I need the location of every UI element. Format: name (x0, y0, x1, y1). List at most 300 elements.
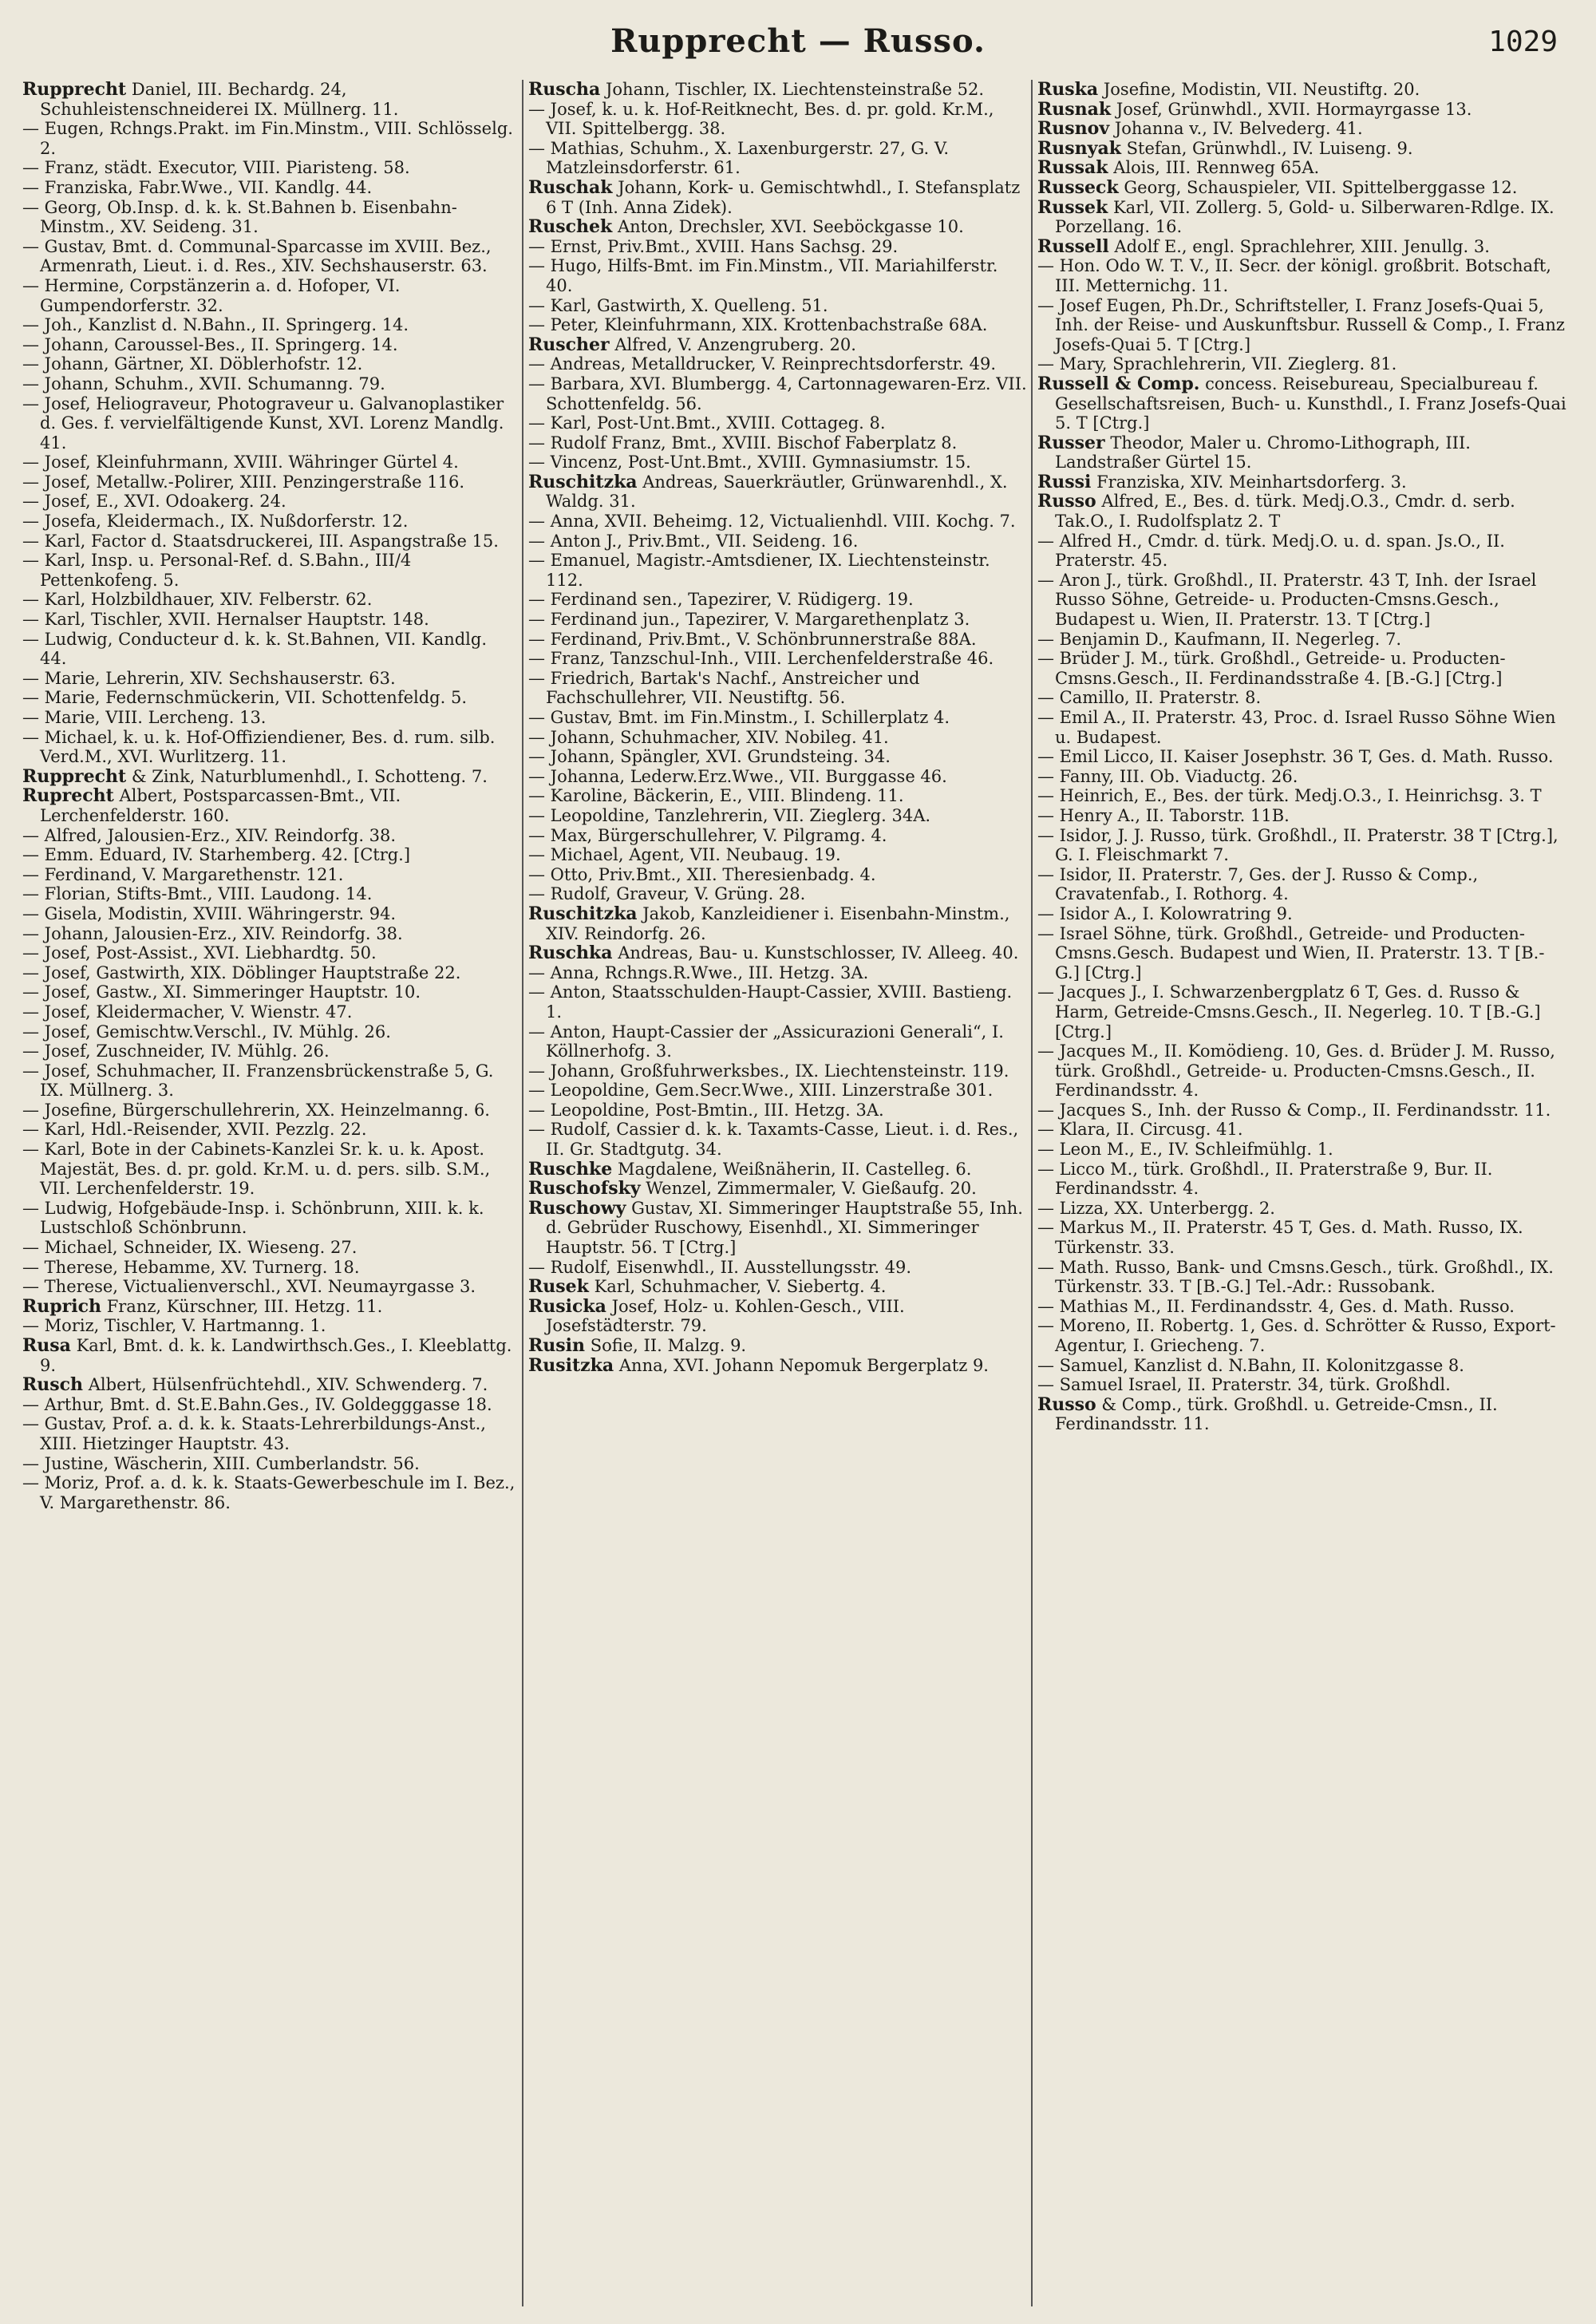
directory-entry (22, 1120, 519, 1140)
directory-entry (22, 943, 519, 963)
entry-text: Johann, Tischler, IX. Liechtensteinstraße 52. (606, 80, 985, 99)
entry-text: Theodor, Maler u. Chromo-Lithograph, III. Landstraßer Gürtel 15. (1055, 433, 1471, 472)
directory-entry (1037, 904, 1568, 924)
entry-text: — Gustav, Bmt. im Fin.Minstm., I. Schillerplatz 4. (528, 708, 950, 727)
entry-text: — Max, Bürgerschullehrer, V. Pilgramg. 4. (528, 825, 887, 845)
directory-entry (528, 1356, 1028, 1376)
entry-text: — Johann, Gärtner, XI. Döblerhofstr. 12. (22, 354, 363, 374)
entry-text: — Alfred, Jalousien-Erz., XIV. Reindorfg. 38. (22, 825, 397, 845)
entry-text: — Rudolf, Graveur, V. Grüng. 28. (528, 884, 806, 904)
entry-text: — Peter, Kleinfuhrmann, XIX. Krottenbachstraße 68A. (528, 315, 988, 335)
entry-text: — Arthur, Bmt. d. St.E.Bahn.Ges., IV. Goldegggasse 18. (22, 1394, 492, 1414)
entry-text: — Fanny, III. Ob. Viaductg. 26. (1037, 766, 1298, 786)
entry-text: — Barbara, XVI. Blumbergg. 4, Cartonnagewaren-Erz. VII. Schottenfeldg. 56. (528, 374, 1027, 413)
entry-text: — Karoline, Bäckerin, E., VIII. Blindeng. 11. (528, 786, 904, 806)
entry-surname: Rupprecht (22, 765, 127, 787)
entry-text: — Josef, k. u. k. Hof-Reitknecht, Bes. d. pr. gold. Kr.M., VII. Spittelbergg. 38. (528, 99, 994, 139)
entry-text: — Ferdinand jun., Tapezirer, V. Margarethenplatz 3. (528, 610, 970, 630)
directory-entry (22, 630, 519, 669)
directory-entry (1037, 472, 1568, 492)
directory-entry (528, 1258, 1028, 1278)
directory-entry (22, 884, 519, 904)
entry-text: — Isidor, J. J. Russo, türk. Großhdl., II. Praterstr. 38 T [Ctrg.], G. I. Fleischmarkt 7. (1037, 825, 1558, 865)
directory-entry (528, 610, 1028, 630)
entry-surname: Rusicka (528, 1295, 606, 1317)
directory-entry (1037, 237, 1568, 257)
entry-text: — Josef, Gastw., XI. Simmeringer Hauptstr. 10. (22, 982, 421, 1002)
directory-entry (22, 590, 519, 610)
directory-entry (1037, 747, 1568, 767)
entry-text: — Franz, Tanzschul-Inh., VIII. Lerchenfelderstraße 46. (528, 649, 994, 669)
directory-entry (1037, 354, 1568, 374)
directory-entry (528, 845, 1028, 865)
entry-text: — Heinrich, E., Bes. der türk. Medj.O.3., I. Heinrichsg. 3. T (1037, 786, 1542, 806)
entry-surname: Ruprich (22, 1295, 101, 1317)
entry-text: — Eugen, Rchngs.Prakt. im Fin.Minstm., VIII. Schlösselg. 2. (22, 119, 513, 158)
directory-entry (528, 354, 1028, 374)
directory-entry (1037, 158, 1568, 178)
entry-surname: Russo (1037, 491, 1096, 512)
entry-text: — Karl, Bote in der Cabinets-Kanzlei Sr. k. u. k. Apost. Majestät, Bes. d. pr. gold. Kr.M. u. d. pers. silb. S.M., VII. Lerchenfelderstr. 19. (22, 1140, 491, 1199)
directory-entry (22, 1002, 519, 1022)
entry-surname: Ruschek (528, 216, 613, 238)
entry-text: — Georg, Ob.Insp. d. k. k. St.Bahnen b. Eisenbahn-Minstm., XV. Seideng. 31. (22, 197, 457, 237)
directory-entry (528, 453, 1028, 472)
entry-text: Josef, Grünwhdl., XVII. Hormayrgasse 13. (1116, 99, 1472, 119)
entry-text: Stefan, Grünwhdl., IV. Luiseng. 9. (1126, 138, 1413, 158)
entry-text: Anton, Drechsler, XVI. Seeböckgasse 10. (617, 217, 964, 237)
entry-text: — Anton J., Priv.Bmt., VII. Seideng. 16. (528, 531, 859, 551)
directory-entry (1037, 1258, 1568, 1297)
directory-entry (1037, 198, 1568, 237)
directory-entry (528, 413, 1028, 433)
entry-text: — Leopoldine, Tanzlehrerin, VII. Zieglerg. 34A. (528, 805, 931, 825)
entry-text: — Ludwig, Hofgebäude-Insp. i. Schönbrunn, XIII. k. k. Lustschloß Schönbrunn. (22, 1198, 484, 1238)
entry-surname: Rusa (22, 1335, 71, 1356)
directory-entry (1037, 1101, 1568, 1120)
directory-entry (1037, 1160, 1568, 1199)
entry-text: — Johann, Schuhmacher, XIV. Nobileg. 41. (528, 727, 889, 747)
directory-entry (22, 335, 519, 355)
entry-text: — Josef, Kleinfuhrmann, XVIII. Währinger Gürtel 4. (22, 453, 459, 472)
entry-text: — Joh., Kanzlist d. N.Bahn., II. Springerg. 14. (22, 315, 409, 335)
entry-text: — Friedrich, Bartak's Nachf., Anstreicher und Fachschullehrer, VII. Neustiftg. 56. (528, 668, 920, 708)
directory-entry (22, 315, 519, 335)
entry-text: — Anton, Haupt-Cassier der „Assicurazioni Generali“, I. Köllnerhofg. 3. (528, 1022, 1004, 1061)
directory-entry (528, 1297, 1028, 1336)
directory-entry (22, 767, 519, 787)
entry-surname: Russell & Comp. (1037, 373, 1200, 394)
directory-entry (1037, 296, 1568, 355)
directory-entry (22, 512, 519, 532)
directory-entry (1037, 532, 1568, 571)
entry-text: — Karl, Post-Unt.Bmt., XVIII. Cottageg. 8. (528, 413, 886, 433)
directory-entry (22, 237, 519, 276)
entry-text: & Comp., türk. Großhdl. u. Getreide-Cmsn., II. Ferdinandsstr. 11. (1055, 1394, 1498, 1434)
directory-entry (1037, 1297, 1568, 1317)
directory-entry (1037, 139, 1568, 159)
entry-text: — Franz, städt. Executor, VIII. Piaristeng. 58. (22, 158, 410, 178)
entry-text: — Josef, Gemischtw.Verschl., IV. Mühlg. 26. (22, 1022, 391, 1041)
entry-text: — Josef Eugen, Ph.Dr., Schriftsteller, I. Franz Josefs-Quai 5, Inh. der Reise- und Auskunftsbur. Russell & Comp., I. Franz Josefs-Quai 5. T [Ctrg.] (1037, 295, 1565, 354)
entry-text: Andreas, Bau- u. Kunstschlosser, IV. Alleeg. 40. (618, 943, 1019, 963)
directory-entry (22, 354, 519, 374)
entry-surname: Rusnov (1037, 118, 1110, 140)
directory-entry (528, 374, 1028, 413)
directory-entry (22, 786, 519, 825)
directory-entry (22, 492, 519, 512)
directory-entry (528, 963, 1028, 983)
entry-text: — Rudolf, Cassier d. k. k. Taxamts-Casse, Lieut. i. d. Res., II. Gr. Stadtgutg. 34. (528, 1120, 1019, 1160)
entry-text: — Therese, Victualienverschl., XVI. Neumayrgasse 3. (22, 1277, 476, 1297)
directory-entry (22, 1022, 519, 1042)
entry-text: — Leopoldine, Post-Bmtin., III. Hetzg. 3A. (528, 1100, 884, 1120)
entry-text: — Hugo, Hilfs-Bmt. im Fin.Minstm., VII. Mariahilferstr. 40. (528, 256, 998, 295)
directory-entry (22, 158, 519, 178)
directory-entry (528, 1336, 1028, 1356)
entry-surname: Rusek (528, 1276, 589, 1298)
entry-text: — Otto, Priv.Bmt., XII. Theresienbadg. 4. (528, 864, 876, 884)
column-divider (1031, 80, 1033, 2306)
page-number: 1029 (1488, 26, 1558, 58)
entry-text: — Karl, Tischler, XVII. Hernalser Hauptstr. 148. (22, 610, 429, 630)
entry-text: — Therese, Hebamme, XV. Turnerg. 18. (22, 1257, 360, 1277)
directory-entry (528, 237, 1028, 257)
entry-text: — Marie, Federnschmückerin, VII. Schottenfeldg. 5. (22, 688, 468, 708)
entry-text: Karl, Schuhmacher, V. Siebertg. 4. (594, 1277, 887, 1297)
directory-entry (1037, 708, 1568, 747)
entry-text: Sofie, II. Malzg. 9. (590, 1336, 747, 1355)
entry-text: — Anna, Rchngs.R.Wwe., III. Hetzg. 3A. (528, 962, 869, 982)
directory-entry (528, 139, 1028, 178)
entry-surname: Ruschitzka (528, 471, 638, 492)
entry-surname: Ruschka (528, 943, 613, 964)
entry-text: Daniel, III. Bechardg. 24, Schuhleistenschneiderei IX. Müllnerg. 11. (40, 80, 399, 119)
directory-entry (528, 217, 1028, 237)
entry-text: — Vincenz, Post-Unt.Bmt., XVIII. Gymnasiumstr. 15. (528, 453, 971, 472)
directory-entry (22, 1140, 519, 1199)
entry-surname: Russo (1037, 1393, 1096, 1415)
entry-text: concess. Reisebureau, Specialbureau f. Gesellschaftsreisen, Buch- u. Kunsthdl., I. Franz Josefs-Quai 5. T [Ctrg.] (1055, 374, 1566, 433)
entry-text: — Michael, k. u. k. Hof-Offiziendiener, Bes. d. rum. silb. Verd.M., XVI. Wurlitzerg. 11. (22, 727, 496, 767)
entry-text: — Gisela, Modistin, XVIII. Währingerstr. 94. (22, 903, 397, 923)
entry-text: — Josef, Zuschneider, IV. Mühlg. 26. (22, 1041, 330, 1061)
directory-entry (528, 1061, 1028, 1081)
entry-text: Franziska, XIV. Meinhartsdorferg. 3. (1096, 472, 1407, 492)
entry-text: Jakob, Kanzleidiener i. Eisenbahn-Minstm., XIV. Reindorfg. 26. (546, 903, 1010, 943)
entry-text: — Johann, Caroussel-Bes., II. Springerg. 14. (22, 334, 398, 354)
directory-entry (1037, 630, 1568, 650)
entry-surname: Ruschak (528, 176, 613, 198)
directory-entry (528, 708, 1028, 728)
directory-entry (22, 1041, 519, 1061)
entry-surname: Russek (1037, 196, 1108, 218)
entry-text: & Zink, Naturblumenhdl., I. Schotteng. 7. (131, 766, 488, 786)
entry-text: Adolf E., engl. Sprachlehrer, XIII. Jenullg. 3. (1114, 236, 1490, 256)
entry-text: — Josefine, Bürgerschullehrerin, XX. Heinzelmanng. 6. (22, 1100, 490, 1120)
entry-text: — Justine, Wäscherin, XIII. Cumberlandstr. 56. (22, 1453, 420, 1473)
directory-entry (528, 1277, 1028, 1297)
entry-text: — Mary, Sprachlehrerin, VII. Zieglerg. 81. (1037, 354, 1397, 374)
entry-text: — Josef, Metallw.-Polirer, XIII. Penzingerstraße 116. (22, 472, 464, 492)
entry-text: — Franziska, Fabr.Wwe., VII. Kandlg. 44. (22, 177, 373, 197)
directory-entry (22, 178, 519, 198)
directory-entry (528, 747, 1028, 767)
entry-text: — Henry A., II. Taborstr. 11B. (1037, 805, 1290, 825)
directory-entry (22, 1277, 519, 1297)
page-header (24, 22, 1572, 70)
entry-surname: Ruschke (528, 1158, 613, 1180)
entry-text: — Karl, Holzbildhauer, XIV. Felberstr. 62. (22, 590, 373, 610)
entry-text: — Rudolf Franz, Bmt., XVIII. Bischof Faberplatz 8. (528, 433, 958, 453)
entry-surname: Ruschofsky (528, 1178, 641, 1200)
entry-text: — Johann, Spängler, XVI. Grundsteing. 34. (528, 747, 891, 767)
directory-entry (1037, 571, 1568, 630)
directory-entry (22, 728, 519, 767)
directory-entry (1037, 1041, 1568, 1101)
entry-text: — Brüder J. M., türk. Großhdl., Getreide- u. Producten-Cmsns.Gesch., II. Ferdinandsstraße 4. [B.-G.] [Ctrg.] (1037, 649, 1506, 688)
entry-surname: Russell (1037, 235, 1109, 257)
entry-surname: Ruschitzka (528, 903, 638, 924)
entry-text: — Moriz, Prof. a. d. k. k. Staats-Gewerbeschule im I. Bez., V. Margarethenstr. 86. (22, 1473, 516, 1512)
entry-text: — Ferdinand sen., Tapezirer, V. Rüdigerg. 19. (528, 590, 914, 610)
directory-entry (1037, 80, 1568, 100)
directory-entry (1037, 178, 1568, 198)
directory-entry (528, 532, 1028, 551)
directory-entry (22, 80, 519, 119)
directory-entry (1037, 826, 1568, 865)
directory-entry (22, 374, 519, 394)
entry-text: — Emil Licco, II. Kaiser Josephstr. 36 T, Ges. d. Math. Russo. (1037, 747, 1554, 767)
entry-surname: Rusch (22, 1374, 84, 1396)
entry-text: — Rudolf, Eisenwhdl., II. Ausstellungsstr. 49. (528, 1257, 912, 1277)
directory-entry (1037, 1395, 1568, 1434)
page-title: Rupprecht — Russo. (610, 22, 986, 60)
entry-text: Karl, Bmt. d. k. k. Landwirthsch.Ges., I. Kleeblattg. 9. (40, 1336, 512, 1375)
directory-entry (528, 1160, 1028, 1180)
entry-text: — Marie, Lehrerin, XIV. Sechshauserstr. 63. (22, 668, 396, 688)
directory-entry (22, 551, 519, 590)
directory-entry (528, 256, 1028, 295)
entry-text: — Michael, Agent, VII. Neubaug. 19. (528, 845, 841, 865)
entry-text: — Mathias M., II. Ferdinandsstr. 4, Ges. d. Math. Russo. (1037, 1296, 1515, 1316)
directory-entry (22, 1375, 519, 1395)
entry-surname: Rusitzka (528, 1354, 614, 1376)
entry-text: — Aron J., türk. Großhdl., II. Praterstr. 43 T, Inh. der Israel Russo Söhne, Getreide- u. Producten-Cmsns.Gesch., Budapest u. Wien, II. Praterstr. 13. T [Ctrg.] (1037, 570, 1537, 630)
entry-text: — Benjamin D., Kaufmann, II. Negerleg. 7. (1037, 629, 1402, 649)
entry-text: Wenzel, Zimmermaler, V. Gießaufg. 20. (646, 1179, 977, 1199)
entry-text: Anna, XVI. Johann Nepomuk Bergerplatz 9. (618, 1355, 989, 1375)
directory-entry (528, 865, 1028, 885)
entry-text: — Hermine, Corpstänzerin a. d. Hofoper, VI. Gumpendorferstr. 32. (22, 275, 401, 315)
directory-entry (528, 100, 1028, 139)
directory-entry (1037, 649, 1568, 688)
entry-text: — Josef, E., XVI. Odoakerg. 24. (22, 492, 286, 512)
entry-text: — Johann, Großfuhrwerksbes., IX. Liechtensteinstr. 119. (528, 1061, 1009, 1081)
entry-text: — Ferdinand, Priv.Bmt., V. Schönbrunnerstraße 88A. (528, 629, 977, 649)
entry-text: — Mathias, Schuhm., X. Laxenburgerstr. 27, G. V. Matzleinsdorferstr. 61. (528, 138, 950, 178)
entry-text: — Ferdinand, V. Margarethenstr. 121. (22, 864, 344, 884)
directory-entry (1037, 1356, 1568, 1376)
directory-entry (528, 296, 1028, 316)
directory-entry (22, 1258, 519, 1278)
entry-text: — Samuel Israel, II. Praterstr. 34, türk. Großhdl. (1037, 1375, 1451, 1395)
directory-entry (1037, 433, 1568, 472)
directory-entry (1037, 1140, 1568, 1160)
directory-entry (528, 1199, 1028, 1258)
directory-entry (22, 865, 519, 885)
entry-text: — Johann, Schuhm., XVII. Schumanng. 79. (22, 374, 385, 393)
entry-text: — Andreas, Metalldrucker, V. Reinprechtsdorferstr. 49. (528, 354, 997, 374)
directory-entry (1037, 256, 1568, 295)
entry-text: — Math. Russo, Bank- und Cmsns.Gesch., türk. Großhdl., IX. Türkenstr. 33. T [B.-G.] Tel.-Adr.: Russobank. (1037, 1257, 1554, 1297)
directory-entry (22, 1316, 519, 1336)
directory-entry (22, 1238, 519, 1258)
directory-entry (528, 178, 1028, 217)
directory-entry (528, 80, 1028, 100)
entry-surname: Russeck (1037, 176, 1119, 198)
directory-entry (22, 1395, 519, 1415)
entry-text: Albert, Hülsenfrüchtehdl., XIV. Schwenderg. 7. (88, 1375, 488, 1395)
directory-entry (22, 1336, 519, 1375)
directory-entry (22, 276, 519, 315)
directory-entry (22, 532, 519, 551)
directory-entry (22, 1414, 519, 1453)
entry-text: — Marie, VIII. Lercheng. 13. (22, 708, 267, 727)
entry-text: — Karl, Gastwirth, X. Quelleng. 51. (528, 295, 828, 315)
entry-surname: Ruprecht (22, 785, 114, 807)
directory-entry (1037, 982, 1568, 1041)
directory-entry (528, 669, 1028, 708)
directory-entry (22, 669, 519, 689)
directory-entry (1037, 374, 1568, 433)
entry-text: — Samuel, Kanzlist d. N.Bahn, II. Kolonitzgasse 8. (1037, 1355, 1464, 1375)
directory-entry (22, 119, 519, 158)
entry-surname: Rusin (528, 1335, 586, 1356)
directory-entry (528, 786, 1028, 806)
directory-entry (22, 688, 519, 708)
entry-text: — Leopoldine, Gem.Secr.Wwe., XIII. Linzerstraße 301. (528, 1081, 994, 1101)
entry-text: — Florian, Stifts-Bmt., VIII. Laudong. 14. (22, 884, 373, 904)
entry-text: — Ernst, Priv.Bmt., XVIII. Hans Sachsg. 29. (528, 236, 899, 256)
directory-entry (528, 1120, 1028, 1159)
entry-text: — Isidor A., I. Kolowratring 9. (1037, 903, 1293, 923)
directory-entry (1037, 100, 1568, 120)
entry-text: — Karl, Insp. u. Personal-Ref. d. S.Bahn., III/4 Pettenkofeng. 5. (22, 551, 412, 590)
entry-surname: Ruschowy (528, 1197, 626, 1219)
directory-entry (22, 472, 519, 492)
entry-text: — Emil A., II. Praterstr. 43, Proc. d. Israel Russo Söhne Wien u. Budapest. (1037, 708, 1556, 747)
entry-text: — Jacques S., Inh. der Russo & Comp., II. Ferdinandsstr. 11. (1037, 1100, 1551, 1120)
directory-entry (528, 904, 1028, 943)
entry-text: Magdalene, Weißnäherin, II. Castelleg. 6. (617, 1159, 972, 1179)
entry-text: — Leon M., E., IV. Schleifmühlg. 1. (1037, 1140, 1333, 1160)
directory-entry (528, 433, 1028, 453)
entry-text: — Karl, Factor d. Staatsdruckerei, III. Aspangstraße 15. (22, 531, 499, 551)
directory-entry (1037, 688, 1568, 708)
entry-text: Josefine, Modistin, VII. Neustiftg. 20. (1103, 80, 1420, 99)
entry-text: — Lizza, XX. Unterbergg. 2. (1037, 1198, 1275, 1218)
directory-entry (528, 472, 1028, 512)
entry-text: Alfred, V. Anzengruberg. 20. (614, 334, 856, 354)
entry-text: Alfred, E., Bes. d. türk. Medj.O.3., Cmdr. d. serb. Tak.O., I. Rudolfsplatz 2. T (1055, 492, 1515, 532)
column-1 (22, 80, 519, 2306)
directory-entry (528, 728, 1028, 748)
directory-entry (22, 963, 519, 983)
entry-text: — Moreno, II. Robertg. 1, Ges. d. Schrötter & Russo, Export-Agentur, I. Griecheng. 7. (1037, 1316, 1556, 1355)
directory-entry (22, 610, 519, 630)
directory-entry (1037, 786, 1568, 806)
directory-entry (528, 1101, 1028, 1120)
entry-text: Johann, Kork- u. Gemischtwhdl., I. Stefansplatz 6 T (Inh. Anna Zidek). (546, 177, 1021, 217)
directory-entry (1037, 767, 1568, 787)
entry-text: — Emanuel, Magistr.-Amtsdiener, IX. Liechtensteinstr. 112. (528, 551, 990, 590)
entry-text: — Camillo, II. Praterstr. 8. (1037, 688, 1262, 708)
entry-text: — Michael, Schneider, IX. Wieseng. 27. (22, 1238, 358, 1258)
directory-entry (1037, 1375, 1568, 1395)
entry-text: — Gustav, Bmt. d. Communal-Sparcasse im XVIII. Bez., Armenrath, Lieut. i. d. Res., XIV. Sechshauserstr. 63. (22, 236, 492, 276)
entry-surname: Rusnyak (1037, 137, 1121, 159)
entry-text: Andreas, Sauerkräutler, Grünwarenhdl., X. Waldg. 31. (546, 472, 1008, 512)
entry-text: — Josefa, Kleidermach., IX. Nußdorferstr. 12. (22, 512, 409, 532)
directory-entry (528, 590, 1028, 610)
directory-entry (528, 1179, 1028, 1199)
directory-entry (528, 982, 1028, 1022)
directory-entry (528, 806, 1028, 826)
directory-entry (1037, 924, 1568, 983)
entry-surname: Russi (1037, 471, 1092, 492)
directory-entry (528, 767, 1028, 787)
directory-entry (22, 453, 519, 472)
directory-entry (22, 708, 519, 728)
entry-surname: Russak (1037, 157, 1108, 179)
entry-text: — Emm. Eduard, IV. Starhemberg. 42. [Ctrg.] (22, 845, 411, 865)
entry-text: — Israel Söhne, türk. Großhdl., Getreide- und Producten-Cmsns.Gesch. Budapest und Wien, II. Praterstr. 13. T [B.-G.] [Ctrg.] (1037, 923, 1545, 982)
entry-text: — Anton, Staatsschulden-Haupt-Cassier, XVIII. Bastieng. 1. (528, 982, 1013, 1022)
directory-entry (528, 649, 1028, 669)
directory-entry (1037, 1316, 1568, 1355)
entry-text: — Johanna, Lederw.Erz.Wwe., VII. Burggasse 46. (528, 766, 947, 786)
directory-entry (528, 1081, 1028, 1101)
directory-entry (1037, 806, 1568, 826)
directory-entry (528, 315, 1028, 335)
directory-entry (22, 1297, 519, 1317)
entry-text: — Josef, Gastwirth, XIX. Döblinger Hauptstraße 22. (22, 962, 461, 982)
entry-surname: Ruscha (528, 80, 601, 100)
directory-entry (22, 1199, 519, 1238)
column-3 (1037, 80, 1568, 2306)
entry-text: — Gustav, Prof. a. d. k. k. Staats-Lehrerbildungs-Anst., XIII. Hietzinger Hauptstr. 43. (22, 1414, 486, 1453)
entry-text: — Isidor, II. Praterstr. 7, Ges. der J. Russo & Comp., Cravatenfab., I. Rothorg. 4. (1037, 864, 1479, 904)
entry-text: Karl, VII. Zollerg. 5, Gold- u. Silberwaren-Rdlge. IX. Porzellang. 16. (1055, 197, 1555, 237)
directory-entry (1037, 492, 1568, 531)
directory-entry (22, 982, 519, 1002)
directory-entry (528, 512, 1028, 532)
entry-text: — Markus M., II. Praterstr. 45 T, Ges. d. Math. Russo, IX. Türkenstr. 33. (1037, 1218, 1523, 1258)
directory-entry (528, 551, 1028, 590)
directory-entry (528, 826, 1028, 846)
entry-text: — Josef, Heliograveur, Photograveur u. Galvanoplastiker d. Ges. f. vervielfältigende Kunst, XVI. Lorenz Mandlg. 41. (22, 393, 504, 453)
entry-text: — Johann, Jalousien-Erz., XIV. Reindorfg. 38. (22, 923, 403, 943)
entry-text: Albert, Postsparcassen-Bmt., VII. Lerchenfelderstr. 160. (40, 786, 401, 825)
entry-text: — Josef, Post-Assist., XVI. Liebhardtg. 50. (22, 943, 377, 963)
directory-entry (22, 904, 519, 924)
entry-text: — Josef, Kleidermacher, V. Wienstr. 47. (22, 1002, 353, 1022)
entry-text: — Josef, Schuhmacher, II. Franzensbrückenstraße 5, G. IX. Müllnerg. 3. (22, 1061, 494, 1101)
entry-text: — Klara, II. Circusg. 41. (1037, 1120, 1243, 1140)
entry-text: — Licco M., türk. Großhdl., II. Praterstraße 9, Bur. II. Ferdinandsstr. 4. (1037, 1159, 1493, 1199)
entry-surname: Rupprecht (22, 80, 127, 100)
